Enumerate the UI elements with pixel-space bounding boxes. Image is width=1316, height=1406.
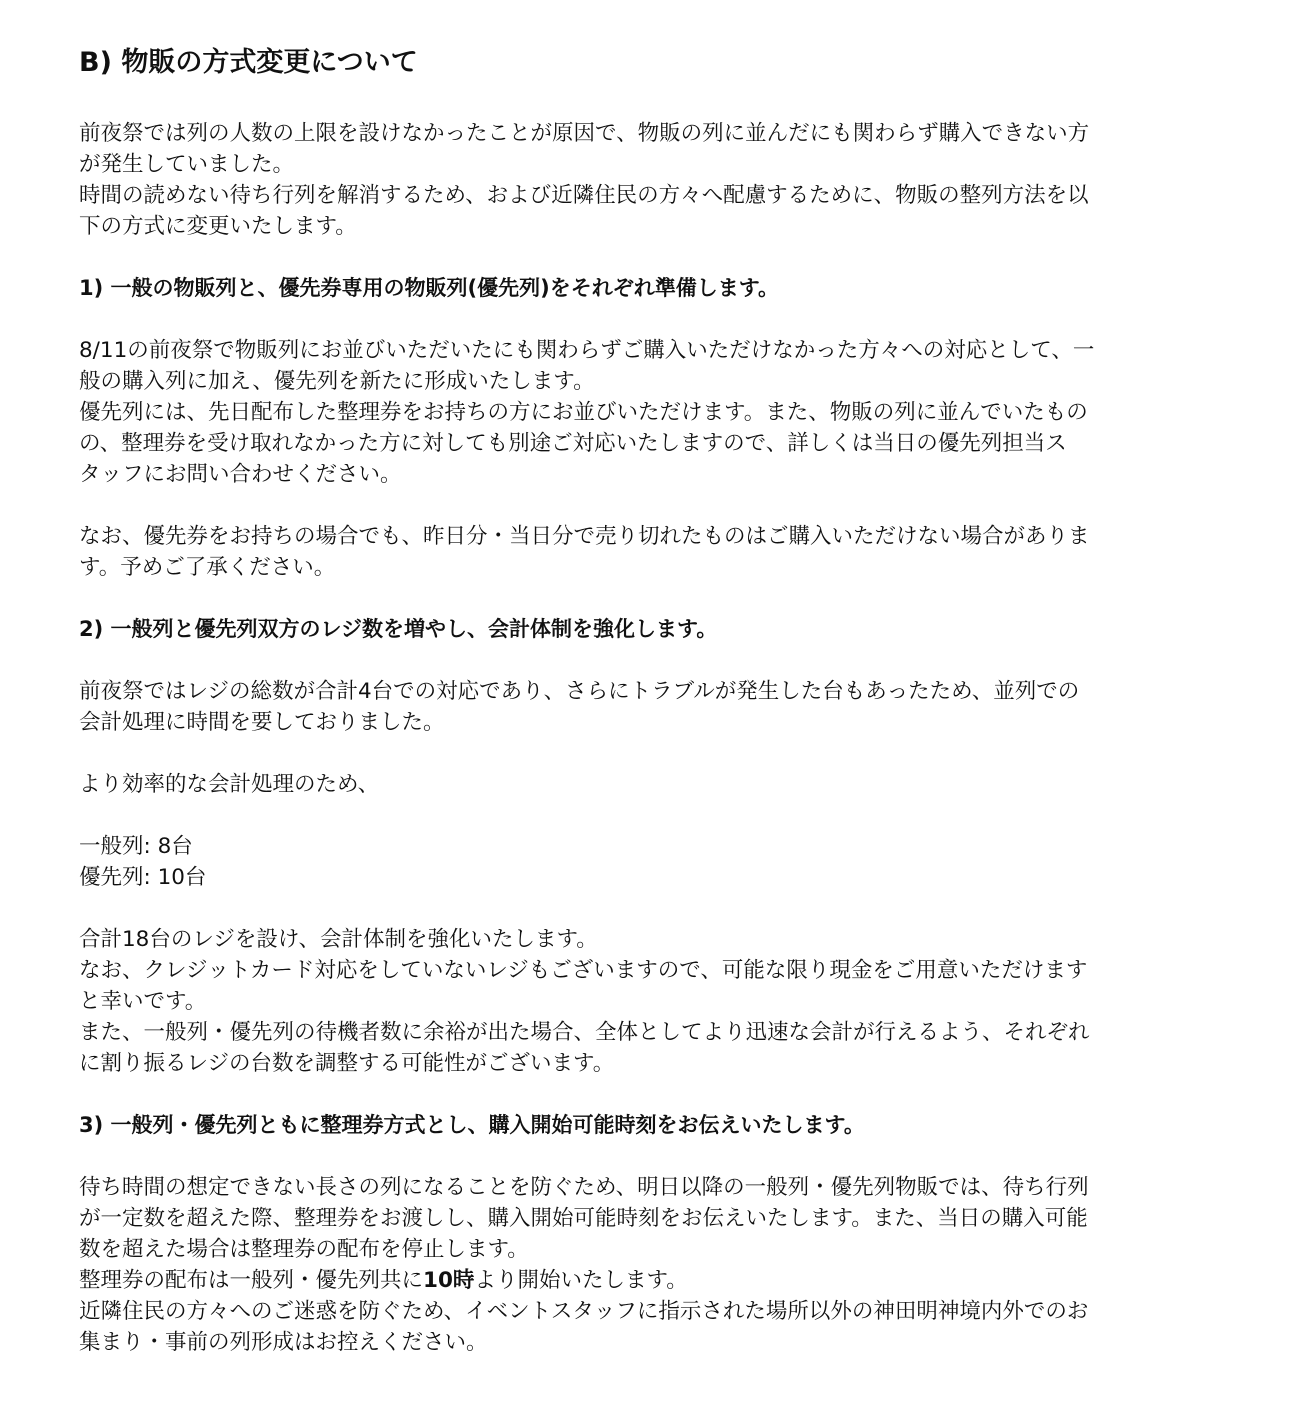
register-counts [79, 831, 1186, 893]
paragraph-line: と幸いです。 [79, 989, 207, 1014]
document-title: B) 物販の方式変更について [79, 47, 418, 78]
paragraph-line: 数を超えた場合は整理券の配布を停止します。 [79, 1237, 529, 1262]
paragraph-line: が一定数を超えた際、整理券をお渡しし、購入開始可能時刻をお伝えいたします。また、当日の購入可能 [79, 1206, 1088, 1231]
paragraph-line: に割り振るレジの台数を調整する可能性がございます。 [79, 1051, 615, 1076]
section-2-paragraph-1 [79, 676, 1186, 738]
distribution-time: 10時 [423, 1268, 475, 1293]
distribution-line [79, 1265, 1186, 1296]
intro-line: 前夜祭では列の人数の上限を設けなかったことが原因で、物販の列に並んだにも関わらず購入できない方 [79, 121, 1090, 146]
register-count-priority: 優先列: 10台 [79, 865, 207, 890]
paragraph-line: なお、優先券をお持ちの場合でも、昨日分・当日分で売り切れたものはご購入いただけない場合がありま [79, 524, 1090, 549]
paragraph-line: の、整理券を受け取れなかった方に対しても別途ご対応いたしますので、詳しくは当日の優先列担当ス [79, 431, 1067, 456]
paragraph-line: 近隣住民の方々へのご迷惑を防ぐため、イベントスタッフに指示された場所以外の神田明神境内外でのお [79, 1299, 1089, 1324]
register-count-general: 一般列: 8台 [79, 834, 193, 859]
section-2-paragraph-3 [79, 924, 1186, 1079]
paragraph-line: また、一般列・優先列の待機者数に余裕が出た場合、全体としてより迅速な会計が行えるよう、それぞれ [79, 1020, 1090, 1045]
section-2-heading: 2) 一般列と優先列双方のレジ数を増やし、会計体制を強化します。 [79, 617, 718, 641]
section-3-heading: 3) 一般列・優先列ともに整理券方式とし、購入開始可能時刻をお伝えいたします。 [79, 1113, 865, 1137]
distribution-suffix: より開始いたします。 [474, 1268, 688, 1293]
distribution-prefix: 整理券の配布は一般列・優先列共に [79, 1268, 424, 1293]
paragraph-line: 会計処理に時間を要しておりました。 [79, 710, 445, 735]
intro-line: 時間の読めない待ち行列を解消するため、および近隣住民の方々へ配慮するために、物販の整列方法を以 [79, 183, 1089, 208]
intro-line: が発生していました。 [79, 152, 295, 177]
intro-paragraph [79, 118, 1186, 242]
section-3-paragraph [79, 1172, 1186, 1358]
section-1-paragraph-2 [79, 521, 1186, 583]
section-1-heading: 1) 一般の物販列と、優先券専用の物販列(優先列)をそれぞれ準備します。 [79, 276, 780, 300]
paragraph-line: 合計18台のレジを設け、会計体制を強化いたします。 [79, 927, 598, 952]
paragraph-line: 前夜祭ではレジの総数が合計4台での対応であり、さらにトラブルが発生した台もあったため、並列での [79, 679, 1080, 704]
paragraph-line: 待ち時間の想定できない長さの列になることを防ぐため、明日以降の一般列・優先列物販では、待ち行列 [79, 1175, 1089, 1200]
paragraph-line: 集まり・事前の列形成はお控えください。 [79, 1330, 488, 1355]
paragraph-line: 優先列には、先日配布した整理券をお持ちの方にお並びいただけます。また、物販の列に並んでいたもの [79, 400, 1088, 425]
intro-line: 下の方式に変更いたします。 [79, 214, 357, 239]
paragraph-line: す。予めご了承ください。 [79, 555, 336, 580]
section-1-paragraph-1 [79, 335, 1186, 490]
paragraph-line: タッフにお問い合わせください。 [79, 462, 402, 487]
paragraph-line: 般の購入列に加え、優先列を新たに形成いたします。 [79, 369, 595, 394]
section-2-paragraph-2: より効率的な会計処理のため、 [79, 772, 380, 797]
paragraph-line: 8/11の前夜祭で物販列にお並びいただいたにも関わらずご購入いただけなかった方々への対応として、一 [79, 338, 1095, 363]
paragraph-line: なお、クレジットカード対応をしていないレジもございますので、可能な限り現金をご用意いただけます [79, 958, 1088, 983]
